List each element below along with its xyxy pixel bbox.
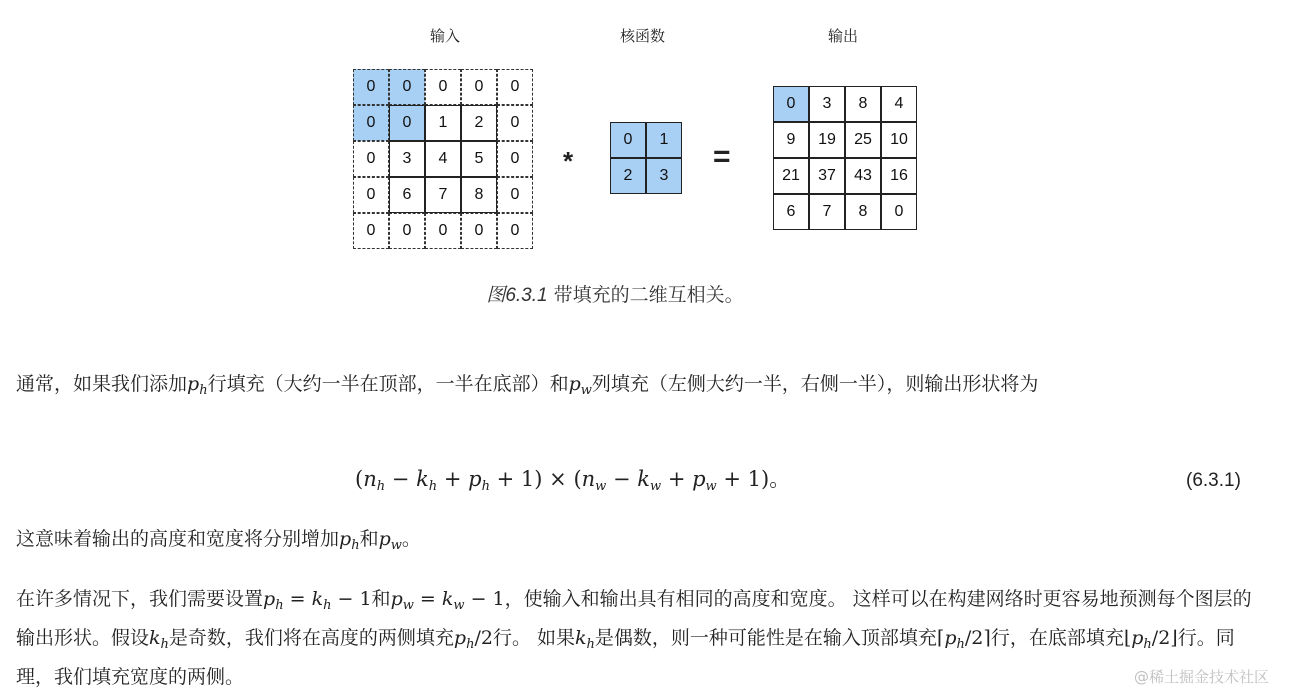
matrix-cell: 7 bbox=[809, 194, 845, 230]
matrix-cell: 0 bbox=[497, 141, 533, 177]
text-run: 通常，如果我们添加 bbox=[16, 373, 188, 395]
matrix-cell: 8 bbox=[845, 86, 881, 122]
matrix-cell: 0 bbox=[497, 69, 533, 105]
input-matrix bbox=[353, 69, 533, 249]
matrix-cell: 0 bbox=[353, 105, 389, 141]
matrix-cell: 2 bbox=[610, 158, 646, 194]
matrix-cell: 1 bbox=[646, 122, 682, 158]
matrix-cell: 0 bbox=[773, 86, 809, 122]
math-pw: $p_w$ bbox=[568, 373, 592, 398]
paragraph-padding-intro bbox=[16, 368, 1266, 407]
matrix-cell: 8 bbox=[461, 177, 497, 213]
matrix-cell: 3 bbox=[809, 86, 845, 122]
matrix-cell: 9 bbox=[773, 122, 809, 158]
matrix-cell: 0 bbox=[389, 69, 425, 105]
watermark: @稀土掘金技术社区 bbox=[1133, 668, 1269, 686]
matrix-cell: 4 bbox=[425, 141, 461, 177]
caption-prefix: 图6.3.1 bbox=[486, 285, 548, 306]
matrix-cell: 6 bbox=[773, 194, 809, 230]
matrix-cell: 0 bbox=[353, 69, 389, 105]
matrix-cell: 3 bbox=[389, 141, 425, 177]
matrix-cell: 10 bbox=[881, 122, 917, 158]
matrix-cell: 6 bbox=[389, 177, 425, 213]
matrix-cell: 2 bbox=[461, 105, 497, 141]
kernel-matrix bbox=[610, 122, 682, 194]
equals-operator: = bbox=[713, 140, 731, 173]
matrix-cell: 0 bbox=[425, 213, 461, 249]
matrix-cell: 0 bbox=[461, 213, 497, 249]
paragraph-same-size: 在许多情况下，我们需要设置$p_h = k_h - 1$和$p_w = k_w - 1$，使输入和输出具有相同的高度和宽度。 这样可以在构建网络时更容易地预测每个图层的输出形状。假设$k_h$是奇数，我们将在高度的两侧填充$p_h/2$行。 如果$k_h$是偶数，则一种可能性是在输入顶部填充$⌈p_h/2⌉$行，在底部填充$⌊p_h/2⌋$行。同理，我们填充宽度的两侧。 bbox=[16, 588, 1252, 688]
matrix-cell: 0 bbox=[353, 141, 389, 177]
input-label: 输入 bbox=[430, 27, 461, 45]
matrix-cell: 0 bbox=[497, 105, 533, 141]
caption-text: 带填充的二维互相关。 bbox=[553, 284, 744, 306]
equation-output-shape: $(n_h - k_h + p_h + 1) \times (n_w - k_w + p_w + 1)$。 bbox=[355, 467, 791, 494]
matrix-cell: 1 bbox=[425, 105, 461, 141]
matrix-cell: 0 bbox=[425, 69, 461, 105]
matrix-cell: 3 bbox=[646, 158, 682, 194]
equation-number: (6.3.1) bbox=[1186, 470, 1241, 491]
matrix-cell: 7 bbox=[425, 177, 461, 213]
kernel-label: 核函数 bbox=[620, 27, 666, 45]
matrix-cell: 0 bbox=[497, 177, 533, 213]
matrix-cell: 0 bbox=[497, 213, 533, 249]
matrix-cell: 0 bbox=[353, 213, 389, 249]
matrix-cell: 37 bbox=[809, 158, 845, 194]
matrix-cell: 0 bbox=[353, 177, 389, 213]
output-label: 输出 bbox=[828, 27, 859, 45]
output-matrix bbox=[773, 86, 917, 230]
matrix-cell: 19 bbox=[809, 122, 845, 158]
matrix-cell: 16 bbox=[881, 158, 917, 194]
matrix-cell: 25 bbox=[845, 122, 881, 158]
paragraph-increase: 这意味着输出的高度和宽度将分别增加$p_h$和$p_w$。 bbox=[16, 528, 421, 553]
matrix-cell: 5 bbox=[461, 141, 497, 177]
text-run: 列填充（左侧大约一半，右侧一半），则输出形状将为 bbox=[591, 373, 1039, 395]
matrix-cell: 0 bbox=[610, 122, 646, 158]
matrix-cell: 4 bbox=[881, 86, 917, 122]
matrix-cell: 0 bbox=[881, 194, 917, 230]
matrix-cell: 0 bbox=[461, 69, 497, 105]
figure-caption bbox=[0, 280, 1230, 307]
matrix-cell: 21 bbox=[773, 158, 809, 194]
multiply-operator: * bbox=[563, 146, 574, 176]
math-ph: $p_h$ bbox=[187, 373, 208, 398]
matrix-cell: 0 bbox=[389, 213, 425, 249]
matrix-cell: 8 bbox=[845, 194, 881, 230]
text-run: 行填充（大约一半在顶部，一半在底部）和 bbox=[207, 373, 569, 395]
matrix-cell: 43 bbox=[845, 158, 881, 194]
matrix-cell: 0 bbox=[389, 105, 425, 141]
